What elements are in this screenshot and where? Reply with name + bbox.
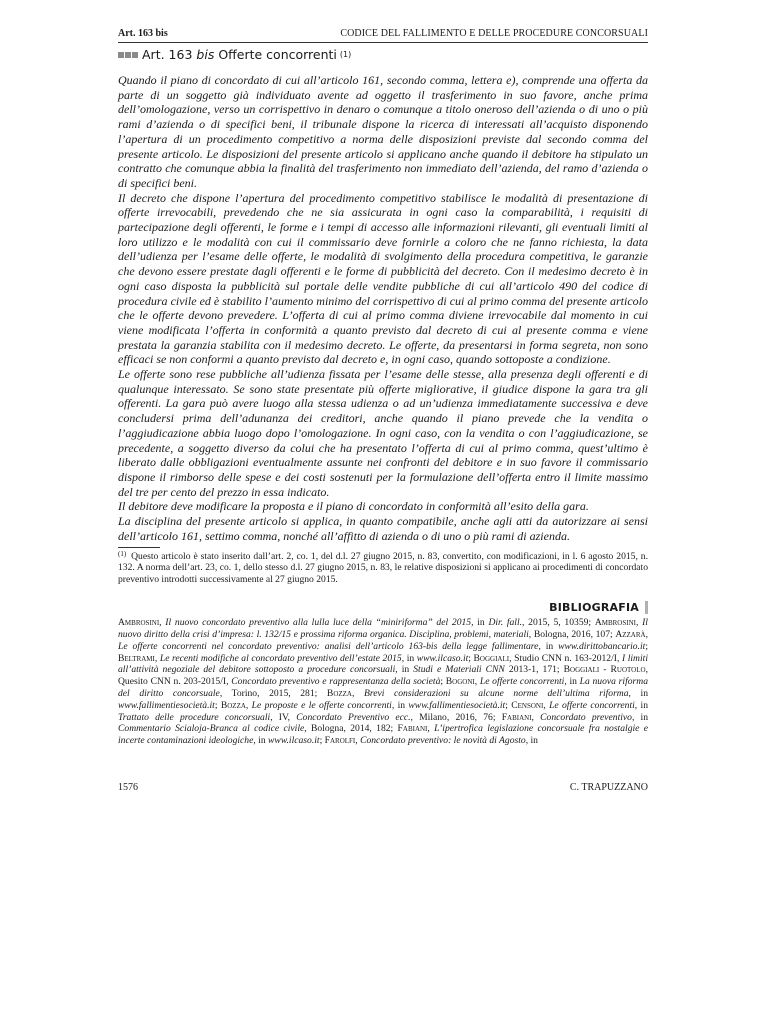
bib-title: Trattato delle procedure concorsuali [118,711,271,723]
bib-text: , Studio CNN n. 163-2012/I, [509,652,622,664]
bib-text: , [474,676,480,688]
bib-author: Bozza [220,699,246,711]
bib-author: Ambrosini [594,617,636,629]
bib-title: Commentario Scialoja-Branca al codice civile [118,723,305,735]
bib-author: Boggiali - Ruotolo [563,664,646,676]
bib-text: ; [214,699,221,711]
bibliography-text [118,617,648,747]
paragraph: Il decreto che dispone l’apertura del procedimento competitivo stabilisce le modalità di presentazione di offerte irrevocabili, prevedendo che ne sia assicurata in ogni caso la comparabilità, i requisiti di partecipazione degli offerenti, le forme e i tempi di accesso alle informazioni rilevanti, gli eventuali limiti al loro utilizzo e le modalità con cui il commissario deve fornirle a coloro che ne fanno richiesta, la data dell’udienza per l’esame delle offerte, le modalità di svolgimento della procedura competitiva, le garanzie che devono essere prestate dagli offerenti e le forme di pubblicità del decreto. Con il medesimo decreto è in ogni caso disposta la pubblicità sul portale delle vendite pubbliche di cui all’articolo 490 del codice di procedura civile ed è stabilito l’aumento minimo del corrispettivo di cui al primo comma del presente articolo che le offerte devono prevedere. L’offerta di cui al primo comma diviene irrevocabile dal momento in cui viene modificata l’offerta in conformità a quanto previsto dal decreto di cui al presente comma e viene prestata la garanzia stabilita con il medesimo decreto. Le offerte, da presentarsi in forma segreta, non sono efficaci se non conformi a quanto previsto dal decreto e, in ogni caso, quando sottoposte a condizione. [118,190,648,367]
bib-text: , in [395,664,414,676]
title-squares-icon [118,52,138,58]
bib-text: ; [319,735,325,747]
paragraph: Quando il piano di concordato di cui all’articolo 161, secondo comma, lettera e), comprende una offerta da parte di un soggetto già individuato avente ad oggetto il trasferimento in suo favore, anche prima dell’omologazione, verso un corrispettivo in denaro o comunque a titolo oneroso dell’azienda o di uno o più rami d’azienda o di specifici beni, il tribunale dispone la ricerca di interessati all’acquisto disponendo l’apertura di un procedimento competitivo a norma delle disposizioni previste dal secondo comma del presente articolo. Le disposizioni del presente articolo si applicano anche quando il debitore ha stipulato un contratto che comunque abbia la finalità del trasferimento non immediato dell’azienda, del ramo d’azienda o di specifici beni. [118,73,648,190]
bib-text: ; [505,699,512,711]
bib-title: Le offerte concorrenti [549,699,635,711]
running-header [118,28,648,43]
article-body [118,73,648,544]
bib-author: Boggiali [473,652,510,664]
bib-title: L’ipertrofica legislazione concorsuale fra nostalgie e incerte contaminazioni ideologiche [118,723,649,747]
bib-title: Studi e Materiali CNN [413,664,505,676]
bib-text: , in [634,699,649,711]
bib-text: , Bologna, 2014, 182; [304,723,398,735]
bib-text: , in [401,652,417,664]
bib-text: ; [468,652,474,664]
bib-text: , [154,652,160,664]
article-title [118,47,648,63]
bib-text: 2013-1, 171; [504,664,564,676]
bib-author: Azzarà [615,629,646,641]
bib-title: www.ilcaso.it [268,735,320,747]
footnote-marker: (1) [118,549,127,558]
bib-title: Le recenti modifiche al concordato preventivo dell’estate 2015 [159,652,402,664]
bibliography-heading [118,601,648,614]
bib-text: , in [471,617,489,629]
bib-title: Le proposte e le offerte concorrenti [251,699,392,711]
bib-text: , in [628,688,648,700]
page-footer [118,782,648,793]
footnote-rule [118,547,160,548]
bib-author: Fabiani [397,723,428,735]
bib-text: ; [645,640,648,652]
bib-title: www.dirittobancario.it [558,640,646,652]
title-main: Offerte concorrenti [218,47,337,62]
bib-text: , Milano, 2016, 76; [410,711,502,723]
bib-title: www.ilcaso.it [416,652,469,664]
bib-text: , [159,617,166,629]
title-bis: bis [196,47,215,62]
bib-title: Il nuovo diritto della crisi d’impresa: l. 132/15 e prossima riforma organica. Disciplina, problemi, materiali [118,617,648,641]
bib-text: , Bologna, 2016, 107; [528,629,616,641]
bib-text: , in [391,699,409,711]
bib-author: Ambrosini [118,617,160,629]
paragraph: Le offerte sono rese pubbliche all’udienza fissata per l’esame delle stesse, alla presenza degli offerenti e di qualunque interessato. Se sono state presentate più offerte migliorative, il giudice dispone la gara tra gli offerenti. La gara può avere luogo alla stessa udienza o ad un’udienza immediatamente successiva e deve concludersi prima dell’adunanza dei creditori, anche quando il piano prevede che la vendita o l’aggiudicazione abbia luogo dopo l’omologazione. In ogni caso, con la vendita o con l’aggiudicazione, se precedente, a soggetto diverso da colui che ha presentato l’offerta di cui al primo comma, quest’ultimo è liberato dalle obbligazioni eventualmente assunte nei confronti del debitore e in suo favore il commissario dispone il rimborso delle spese e dei costi sostenuti per la formulazione dell’offerta entro il limite massimo del tre per cento del prezzo in essa indicato. [118,367,648,499]
bib-title: www.fallimentiesocietà.it [408,699,506,711]
bib-text: , [635,617,643,629]
bib-author: Farolfi [324,735,356,747]
bib-text: , [245,699,252,711]
bib-text: ; [440,676,446,688]
bib-title: Concordato preventivo e rappresentanza della società [231,676,441,688]
bibliography-label: BIBLIOGRAFIA [549,601,639,615]
paragraph: Il debitore deve modificare la proposta e il piano di concordato in conformità all’esito della gara. [118,499,589,514]
page [118,28,648,747]
bib-text: , [355,735,361,747]
bib-text: , [351,688,364,700]
bib-title: I limiti all’attività negoziale del debitore sottoposto a procedure concorsuali [118,652,648,676]
bib-text: , [531,711,541,723]
bib-author: Censoni [511,699,544,711]
title-prefix: Art. 163 [142,47,193,62]
bib-title: Le offerte concorrenti [479,676,565,688]
footnote [118,549,648,586]
bib-author: Beltrami [118,652,155,664]
bib-text: , in [253,735,269,747]
page-number: 1576 [118,782,138,793]
bib-title: Concordato preventivo: le novità di Agosto [360,735,526,747]
bib-text: , 2015, 5, 10359; [522,617,595,629]
bib-title: www.fallimentiesocietà.it [118,699,215,711]
bib-title: Concordato Preventivo ecc. [296,711,411,723]
footer-author: C. TRAPUZZANO [569,782,648,793]
bib-title: Dir. fall. [488,617,523,629]
bib-author: Bozza [326,688,352,700]
header-book-title: CODICE DEL FALLIMENTO E DELLE PROCEDURE CONCORSUALI [340,28,648,39]
bib-title: Concordato preventivo [540,711,632,723]
title-note-ref: (1) [339,50,352,59]
bib-text: , in [538,640,559,652]
heading-bar [645,601,648,614]
bib-text: , in [564,676,580,688]
bib-author: Bogoni [445,676,475,688]
header-article-ref: Art. 163 bis [118,28,168,39]
bib-title: Le offerte concorrenti nel concordato preventivo: analisi dell’articolo 163-bis della legge fallimentare [118,640,539,652]
bib-text: , IV, [270,711,297,723]
bib-text: , in [525,735,538,747]
footnote-text: Questo articolo è stato inserito dall’art. 2, co. 1, del d.l. 27 giugno 2015, n. 83, convertito, con modificazioni, in l. 6 agosto 2015, n. 132. A norma dell’art. 23, co. 1, dello stesso d.l. 27 giugno 2015, n. 83, le relative disposizioni si applicano ai procedimenti di concordato preventivo introdotti successivamente al 27 giugno 2015. [118,550,648,585]
bib-author: Fabiani [501,711,532,723]
bib-title: La nuova riforma del diritto concorsuale [118,676,648,700]
bib-text: , [427,723,435,735]
paragraph: La disciplina del presente articolo si applica, in quanto compatibile, anche agli atti da autorizzare ai sensi dell’articolo 161, settimo comma, nonché all’affitto di azienda o di uno o più rami di azienda. [118,514,648,543]
bib-text: , [645,629,648,641]
bib-text: , [543,699,550,711]
bib-text: , Torino, 2015, 281; [219,688,327,700]
bib-title: Il nuovo concordato preventivo alla lulla luce della “miniriforma” del 2015 [165,617,472,629]
bib-text: , Quesito CNN n. 203-2015/I, [118,664,648,688]
bib-title: Brevi considerazioni su alcune norme dell’ultima riforma [363,688,629,700]
bib-text: , in [631,711,649,723]
